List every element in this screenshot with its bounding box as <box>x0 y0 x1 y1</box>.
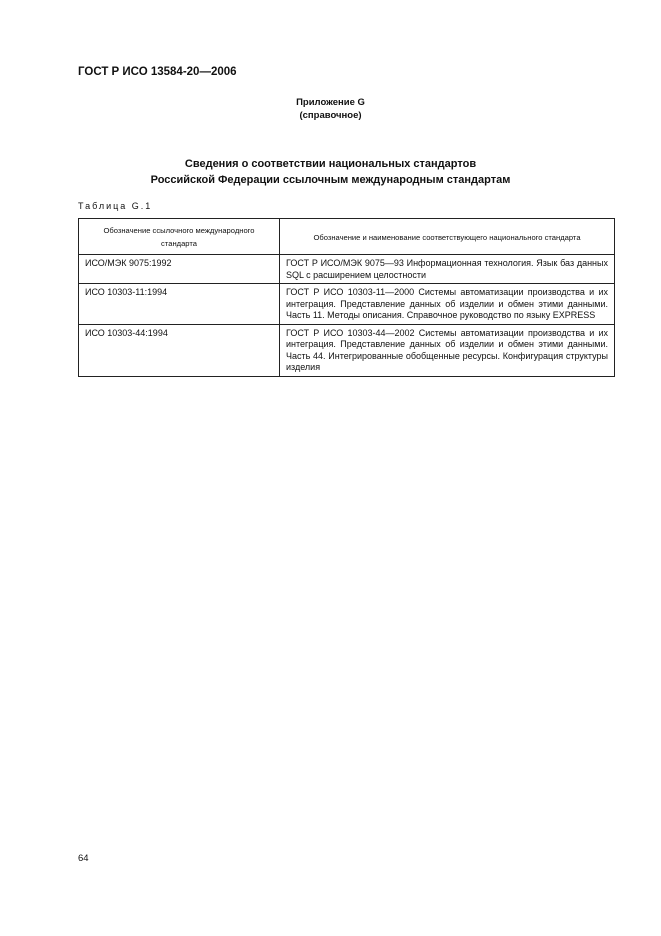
section-title-line-1: Сведения о соответствии национальных стандартов <box>184 158 477 170</box>
correspondence-table <box>78 218 615 377</box>
table-row <box>79 284 615 325</box>
table-row <box>79 324 615 376</box>
intl-standard-cell: ИСО/МЭК 9075:1992 <box>79 255 280 284</box>
table-label: Таблица G.1 <box>78 201 153 211</box>
table-header-row <box>79 219 615 255</box>
document-header: ГОСТ Р ИСО 13584-20—2006 <box>78 66 237 78</box>
intl-standard-cell: ИСО 10303-44:1994 <box>79 324 280 376</box>
section-title-line-2: Российской Федерации ссылочным международным стандартам <box>150 174 511 186</box>
table-row <box>79 255 615 284</box>
page-number: 64 <box>78 853 89 864</box>
column-header-national: Обозначение и наименование соответствующего национального стандарта <box>280 219 615 255</box>
national-standard-cell: ГОСТ Р ИСО/МЭК 9075—93 Информационная технология. Язык баз данных SQL с расширением целостности <box>280 255 615 284</box>
national-standard-cell: ГОСТ Р ИСО 10303-44—2002 Системы автоматизации производства и их интеграция. Представление данных об изделии и обмен этими данными. Часть 44. Интегрированные обобщенные ресурсы. Конфигурация структуры изделия <box>280 324 615 376</box>
appendix-title: Приложение G <box>296 97 365 108</box>
column-header-intl: Обозначение ссылочного международного стандарта <box>79 219 280 255</box>
appendix-heading <box>0 96 661 122</box>
national-standard-cell: ГОСТ Р ИСО 10303-11—2000 Системы автоматизации производства и их интеграция. Представление данных об изделии и обмен этими данными. Часть 11. Методы описания. Справочное руководство по языку EXPRESS <box>280 284 615 325</box>
intl-standard-cell: ИСО 10303-11:1994 <box>79 284 280 325</box>
section-title <box>0 156 661 188</box>
appendix-subtitle: (справочное) <box>299 110 362 121</box>
